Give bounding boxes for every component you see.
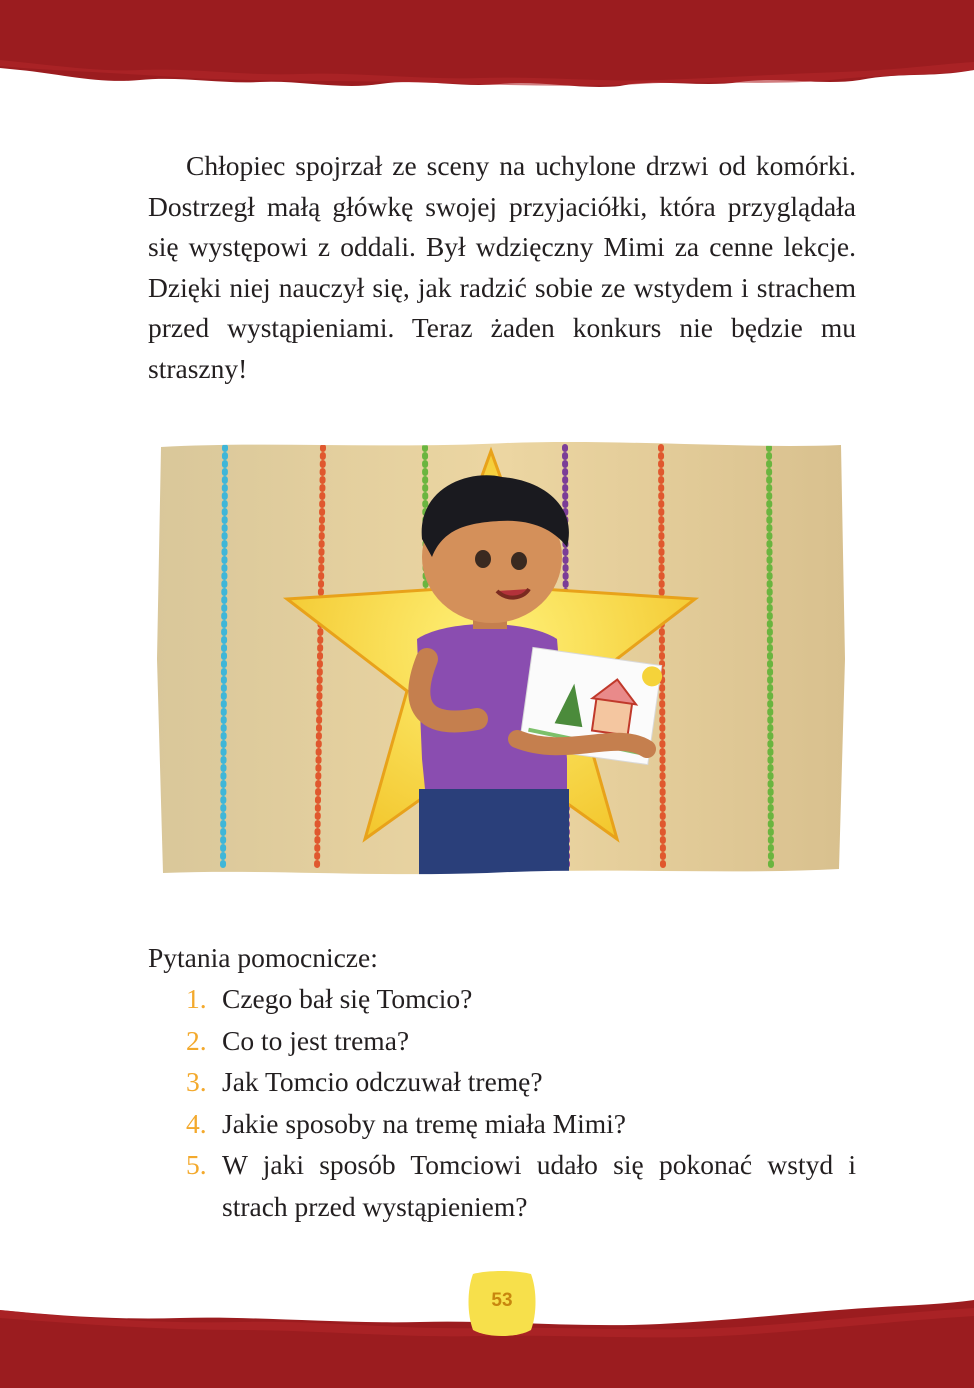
story-paragraph: Chłopiec spojrzał ze sceny na uchylone drzwi od komórki. Dostrzegł małą główkę swojej przyjaciółki, która przyglądała się występowi z oddali. Był wdzięczny Mimi za cenne lekcje. Dzięki niej nauczył się, jak radzić sobie ze wstydem i strachem przed wystąpieniami. Teraz żaden konkurs nie będzie mu straszny! bbox=[148, 150, 856, 384]
top-decorative-band bbox=[0, 0, 974, 100]
list-item bbox=[186, 1020, 856, 1062]
question-number: 1. bbox=[186, 983, 207, 1014]
question-text: Czego bał się Tomcio? bbox=[222, 983, 473, 1014]
boy-with-drawing-illustration bbox=[147, 429, 855, 884]
list-item bbox=[186, 1103, 856, 1145]
question-text: W jaki sposób Tomciowi udało się pokonać wstyd i strach przed wystąpieniem? bbox=[222, 1149, 856, 1222]
list-item bbox=[186, 978, 856, 1020]
page-number-badge bbox=[467, 1270, 537, 1338]
question-number: 3. bbox=[186, 1066, 207, 1097]
questions-heading: Pytania pomocnicze: bbox=[148, 942, 378, 973]
question-text: Jakie sposoby na tremę miała Mimi? bbox=[222, 1107, 627, 1139]
list-item bbox=[186, 1144, 856, 1227]
question-number: 4. bbox=[186, 1107, 207, 1139]
list-item bbox=[186, 1061, 856, 1103]
question-number: 2. bbox=[186, 1024, 207, 1056]
question-text: Jak Tomcio odczuwał tremę? bbox=[222, 1066, 543, 1097]
page-number: 53 bbox=[491, 1290, 513, 1311]
question-number: 5. bbox=[186, 1149, 207, 1180]
questions-list bbox=[186, 978, 856, 1227]
question-text: Co to jest trema? bbox=[222, 1024, 410, 1056]
